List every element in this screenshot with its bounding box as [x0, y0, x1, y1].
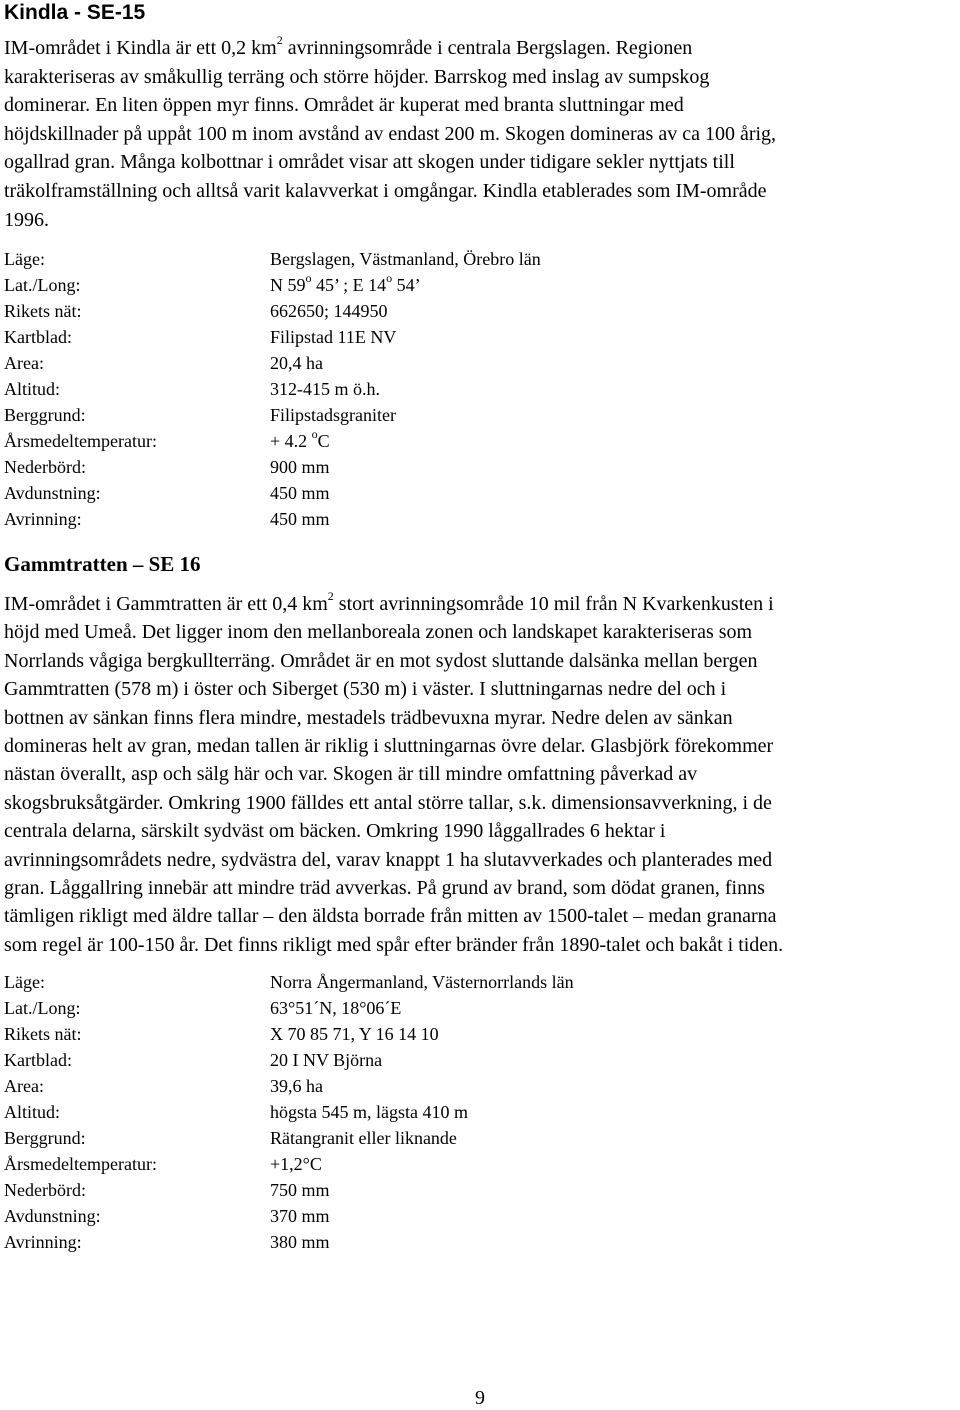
- gammtratten-fact-location: Läge: Norra Ångermanland, Västernorrlands län: [4, 972, 574, 992]
- kindla-fact-altitude: Altitud: 312-415 m ö.h.: [4, 379, 380, 399]
- kindla-description-line: IM-området i Kindla är ett 0,2 $km^2$ avrinningsområde i centrala Bergslagen. Regionen: [4, 33, 693, 59]
- kindla-fact-latlong: Lat./Long: N 59$^o$ 45’ ; E 14$^o$ 54’: [4, 271, 421, 295]
- kindla-fact-location: Läge: Bergslagen, Västmanland, Örebro län: [4, 249, 541, 269]
- kindla-fact-bedrock: Berggrund: Filipstadsgraniter: [4, 405, 396, 425]
- kindla-description-line: träkolframställning och alltså varit kalavverkat i omgångar. Kindla etablerades som IM-område: [4, 179, 767, 202]
- gammtratten-description-line: nästan överallt, asp och sälg här och var. Skogen är till mindre omfattning påverkad av: [4, 763, 698, 786]
- gammtratten-description-line: höjd med Umeå. Det ligger inom den mellanboreala zonen och landskapet karakteriseras som: [4, 621, 753, 644]
- kindla-fact-temperature: Årsmedeltemperatur: + 4.2 $^o$C: [4, 427, 330, 451]
- kindla-description-line: 1996.: [4, 208, 49, 231]
- gammtratten-fact-altitude: Altitud: högsta 545 m, lägsta 410 m: [4, 1102, 468, 1122]
- gammtratten-title: Gammtratten – SE 16: [4, 552, 201, 576]
- gammtratten-description-line: tämligen rikligt med äldre tallar – den äldsta borrade från mitten av 1500-talet – medan granarna: [4, 905, 777, 928]
- gammtratten-fact-latlong: Lat./Long: 63°51´N, 18°06´E: [4, 998, 402, 1018]
- kindla-fact-runoff: Avrinning: 450 mm: [4, 509, 330, 529]
- kindla-fact-mapsheet: Kartblad: Filipstad 11E NV: [4, 327, 397, 347]
- kindla-fact-evaporation: Avdunstning: 450 mm: [4, 483, 330, 503]
- kindla-fact-area: Area: 20,4 ha: [4, 353, 323, 373]
- gammtratten-description-line: centrala delarna, särskilt sydväst om bäcken. Omkring 1990 låggallrades 6 hektar i: [4, 820, 666, 843]
- gammtratten-description-line: domineras helt av gran, medan tallen är riklig i sluttningarnas övre delar. Glasbjörk förekommer: [4, 735, 774, 758]
- kindla-description-line: höjdskillnader på uppåt 100 m inom avstånd av endast 200 m. Skogen domineras av ca 100 årig,: [4, 122, 777, 145]
- gammtratten-description: [4, 590, 783, 959]
- kindla-fact-precipitation: Nederbörd: 900 mm: [4, 457, 330, 477]
- gammtratten-fact-runoff: Avrinning: 380 mm: [4, 1232, 330, 1252]
- gammtratten-facts-table: [4, 969, 704, 1255]
- gammtratten-description-line: som regel är 100-150 år. Det finns rikligt med spår efter bränder från 1890-talet och bakåt i tiden.: [4, 933, 784, 956]
- gammtratten-description-line: gran. Låggallring innebär att mindre träd avverkas. På grund av brand, som dödat granen, finns: [4, 877, 765, 900]
- gammtratten-fact-temperature: Årsmedeltemperatur: +1,2°C: [4, 1154, 322, 1174]
- page-number: 9: [475, 1387, 485, 1409]
- kindla-description: [4, 34, 776, 234]
- gammtratten-description-line: Gammtratten (578 m) i öster och Siberget (530 m) i väster. I sluttningarnas nedre del och i: [4, 678, 727, 701]
- gammtratten-description-line: IM-området i Gammtratten är ett 0,4 $km^2$ stort avrinningsområde 10 mil från N Kvarkenkusten i: [4, 589, 774, 615]
- gammtratten-fact-grid: Rikets nät: X 70 85 71, Y 16 14 10: [4, 1024, 439, 1044]
- kindla-description-line: ogallrad gran. Många kolbottnar i området visar att skogen under tidigare sekler nyttjats till: [4, 151, 735, 174]
- gammtratten-fact-evaporation: Avdunstning: 370 mm: [4, 1206, 330, 1226]
- gammtratten-fact-mapsheet: Kartblad: 20 I NV Björna: [4, 1050, 383, 1070]
- gammtratten-description-line: skogsbruksåtgärder. Omkring 1900 fälldes ett antal större tallar, s.k. dimensionsavverkning, i de: [4, 791, 772, 814]
- kindla-description-line: dominerar. En liten öppen myr finns. Området är kuperat med branta sluttningar med: [4, 94, 684, 117]
- gammtratten-description-line: avrinningsområdets nedre, sydvästra del, varav knappt 1 ha slutavverkades och planterades med: [4, 848, 773, 871]
- kindla-title: Kindla - SE-15: [4, 1, 146, 24]
- gammtratten-description-line: Norrlands vågiga bergkullterräng. Området är en mot sydost sluttande dalsänka mellan bergen: [4, 649, 758, 672]
- gammtratten-fact-precipitation: Nederbörd: 750 mm: [4, 1180, 330, 1200]
- gammtratten-description-line: bottnen av sänkan finns flera mindre, mestadels trädbevuxna myrar. Nedre delen av sänkan: [4, 706, 733, 729]
- kindla-fact-grid: Rikets nät: 662650; 144950: [4, 301, 388, 321]
- kindla-facts-table: [4, 246, 704, 532]
- gammtratten-fact-area: Area: 39,6 ha: [4, 1076, 323, 1096]
- gammtratten-fact-bedrock: Berggrund: Rätangranit eller liknande: [4, 1128, 457, 1148]
- kindla-description-line: karakteriseras av småkullig terräng och större höjder. Barrskog med inslag av sumpskog: [4, 65, 710, 88]
